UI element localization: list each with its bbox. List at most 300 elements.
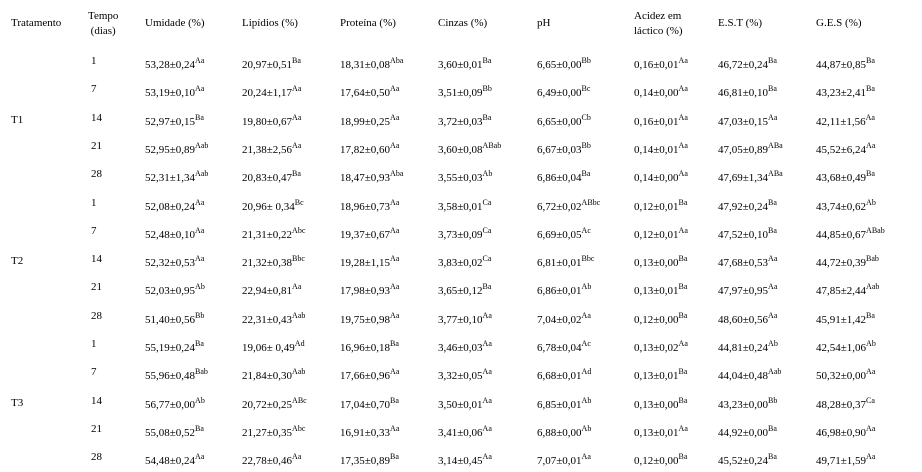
cell-superscript: ABab [482, 140, 502, 150]
cell-value: 3,51±0,09 [438, 87, 483, 100]
cell-value: 3,72±0,03 [438, 115, 483, 128]
cell-superscript: Aa [768, 112, 778, 122]
cell-value: 45,52±6,24 [816, 143, 867, 156]
table-cell [340, 171, 403, 185]
cell-superscript: Aa [390, 282, 400, 292]
cell-superscript: Ba [292, 56, 301, 65]
cell-value: 0,16±0,01 [634, 59, 679, 71]
cell-value: 3,41±0,06 [438, 426, 483, 439]
treatment-label: T1 [11, 113, 24, 126]
cell-superscript: Aa [195, 452, 205, 462]
cell-superscript: Aab [195, 169, 209, 179]
cell-superscript: Ba [195, 112, 204, 122]
table-cell [718, 197, 777, 214]
table-cell [242, 395, 307, 412]
cell-superscript: Ba [678, 452, 688, 462]
cell-value: 6,65±0,00 [537, 115, 582, 128]
table-cell [816, 140, 876, 157]
header-umidade: Umidade (%) [145, 17, 205, 29]
cell-value: 21,31±0,22 [242, 228, 293, 241]
cell-value: 51,40±0,56 [145, 313, 196, 326]
cell-value: 45,91±1,42 [816, 313, 867, 326]
cell-value: 18,31±0,08 [340, 59, 391, 71]
day-cell: 21 [91, 281, 102, 294]
table-cell [537, 225, 591, 242]
table-cell [718, 284, 777, 298]
cell-value: 56,77±0,00 [145, 398, 196, 411]
cell-value: 0,14±0,01 [634, 143, 679, 156]
cell-value: 46,72±0,24 [718, 59, 769, 71]
cell-value: 3,55±0,03 [438, 172, 483, 185]
table-cell [340, 86, 399, 100]
cell-value: 18,99±0,25 [340, 115, 391, 128]
cell-value: 54,48±0,24 [145, 455, 196, 468]
cell-superscript: Ab [195, 282, 205, 292]
cell-superscript: Ac [581, 225, 591, 235]
cell-superscript: Ab [195, 395, 205, 405]
table-cell [816, 423, 876, 440]
cell-superscript: Ba [390, 452, 399, 462]
cell-value: 6,68±0,01 [537, 370, 582, 383]
cell-superscript: Ba [768, 56, 777, 65]
cell-value: 6,67±0,03 [537, 143, 582, 156]
table-cell [438, 256, 491, 270]
cell-value: 17,04±0,70 [340, 398, 391, 411]
cell-value: 6,72±0,02 [537, 200, 582, 213]
table-cell [634, 454, 687, 468]
cell-superscript: Ab [866, 339, 876, 348]
table-cell [242, 112, 302, 129]
cell-value: 0,12±0,01 [634, 200, 679, 213]
cell-value: 53,28±0,24 [145, 59, 196, 71]
table-cell [242, 310, 306, 327]
cell-value: 55,96±0,48 [145, 370, 196, 383]
cell-superscript: Ba [768, 452, 777, 462]
cell-superscript: Aa [390, 112, 400, 122]
cell-value: 3,77±0,10 [438, 313, 483, 326]
cell-superscript: Aa [195, 56, 205, 65]
table-cell [340, 284, 399, 298]
cell-superscript: Ba [678, 254, 688, 264]
table-cell [242, 256, 305, 270]
table-cell [242, 58, 301, 72]
header-tratamento: Tratamento [11, 17, 62, 29]
cell-value: 7,04±0,02 [537, 313, 582, 326]
cell-value: 6,86±0,04 [537, 172, 582, 185]
cell-value: 47,05±0,89 [718, 143, 769, 156]
cell-superscript: Ab [581, 395, 592, 405]
cell-superscript: Aab [195, 140, 209, 150]
cell-value: 6,69±0,05 [537, 228, 582, 241]
cell-value: 6,78±0,04 [537, 342, 582, 354]
table-cell [718, 58, 777, 72]
cell-superscript: Ab [866, 197, 876, 207]
table-cell [537, 58, 591, 72]
table-cell [537, 112, 591, 129]
table-cell [242, 86, 301, 100]
cell-value: 21,27±0,35 [242, 426, 293, 439]
table-cell [242, 140, 302, 157]
cell-superscript: Aa [390, 423, 400, 433]
cell-value: 44,72±0,39 [816, 257, 867, 270]
cell-value: 47,69±1,34 [718, 172, 769, 185]
cell-value: 21,84±0,30 [242, 370, 293, 383]
cell-superscript: Ba [678, 367, 688, 377]
cell-superscript: Bb [581, 56, 591, 65]
cell-superscript: Abc [292, 225, 306, 235]
table-cell [145, 86, 204, 100]
table-cell [438, 197, 492, 214]
cell-value: 6,85±0,01 [537, 398, 582, 411]
table-cell [634, 395, 688, 412]
cell-superscript: Bbc [581, 254, 595, 264]
cell-value: 0,14±0,00 [634, 172, 679, 185]
cell-superscript: Aa [678, 225, 688, 235]
cell-superscript: Aa [768, 310, 778, 320]
cell-value: 47,03±0,15 [718, 115, 769, 128]
cell-superscript: Ba [768, 225, 777, 235]
cell-superscript: ABa [768, 169, 783, 179]
table-cell [242, 284, 301, 298]
table-cell [438, 310, 492, 327]
cell-superscript: Aa [482, 367, 492, 377]
cell-superscript: Aa [866, 423, 876, 433]
cell-superscript: Ba [581, 169, 591, 179]
table-cell [340, 310, 400, 327]
table-cell [537, 256, 594, 270]
cell-value: 22,78±0,46 [242, 455, 293, 468]
cell-superscript: Ba [678, 395, 688, 405]
cell-superscript: ABbc [581, 197, 601, 207]
table-cell [145, 284, 205, 298]
cell-value: 0,12±0,00 [634, 313, 679, 326]
cell-superscript: Ba [195, 339, 204, 348]
day-cell: 21 [91, 422, 102, 435]
cell-superscript: Ca [482, 254, 492, 264]
cell-superscript: Ba [768, 84, 777, 94]
table-cell [145, 58, 204, 72]
day-cell: 14 [91, 253, 102, 266]
table-cell [242, 369, 305, 383]
cell-superscript: Aa [678, 56, 688, 65]
table-cell [537, 454, 591, 468]
cell-superscript: Aab [292, 367, 306, 377]
cell-superscript: ABc [292, 395, 307, 405]
cell-value: 52,32±0,53 [145, 257, 196, 270]
table-cell [438, 423, 492, 440]
header-tempo: Tempo (dias) [88, 10, 119, 37]
cell-value: 0,13±0,02 [634, 342, 679, 354]
cell-superscript: Aa [865, 112, 875, 122]
cell-value: 3,60±0,08 [438, 143, 483, 156]
cell-superscript: Bbc [292, 254, 305, 264]
cell-value: 17,35±0,89 [340, 455, 391, 468]
day-cell: 14 [91, 111, 102, 124]
cell-superscript: Bc [294, 197, 304, 207]
cell-superscript: Ca [482, 225, 492, 235]
cell-value: 44,87±0,85 [816, 59, 867, 71]
table-cell [537, 423, 592, 440]
cell-value: 19,06± 0,49 [242, 342, 295, 354]
cell-superscript: Ba [678, 197, 688, 207]
cell-value: 6,49±0,00 [537, 87, 582, 100]
cell-value: 19,28±1,15 [340, 257, 391, 270]
cell-superscript: Ba [768, 197, 777, 207]
cell-value: 52,48±0,10 [145, 228, 196, 241]
cell-value: 3,14±0,45 [438, 455, 483, 468]
cell-value: 46,98±0,90 [816, 426, 867, 439]
cell-superscript: Aab [768, 367, 782, 377]
cell-superscript: Aa [292, 452, 302, 462]
table-cell [634, 341, 688, 355]
cell-superscript: Bb [768, 395, 778, 405]
table-cell [718, 112, 778, 129]
table-cell [634, 369, 687, 383]
table-cell [438, 341, 492, 355]
table-cell [816, 171, 875, 185]
cell-superscript: Ba [678, 310, 688, 320]
cell-value: 3,73±0,09 [438, 228, 483, 241]
cell-superscript: Aa [292, 140, 302, 150]
cell-value: 52,31±1,34 [145, 172, 196, 185]
table-cell [340, 58, 403, 72]
cell-value: 20,96± 0,34 [242, 200, 295, 213]
table-cell [537, 310, 591, 327]
cell-value: 20,83±0,47 [242, 172, 293, 185]
day-cell: 1 [91, 338, 97, 350]
table-cell [718, 86, 777, 100]
cell-value: 17,64±0,50 [340, 87, 391, 100]
table-cell [816, 256, 879, 270]
cell-value: 0,16±0,01 [634, 115, 679, 128]
cell-superscript: Ba [866, 56, 875, 65]
cell-value: 46,81±0,10 [718, 87, 769, 100]
table-cell [438, 86, 492, 100]
cell-value: 0,12±0,01 [634, 228, 679, 241]
table-cell [242, 341, 305, 355]
table-cell [145, 171, 208, 185]
cell-superscript: Aa [292, 84, 302, 94]
cell-superscript: Aa [768, 282, 778, 292]
cell-value: 44,92±0,00 [718, 426, 769, 439]
cell-value: 16,91±0,33 [340, 426, 391, 439]
table-cell [718, 423, 777, 440]
table-cell [718, 454, 777, 468]
cell-superscript: Ac [581, 339, 591, 348]
table-cell [340, 140, 400, 157]
cell-value: 20,97±0,51 [242, 59, 293, 71]
cell-value: 0,13±0,00 [634, 398, 679, 411]
table-cell [537, 369, 591, 383]
table-cell [718, 369, 781, 383]
cell-value: 20,24±1,17 [242, 87, 293, 100]
cell-superscript: Aa [390, 197, 400, 207]
table-cell [145, 225, 205, 242]
cell-superscript: Abc [292, 423, 306, 433]
table-cell [816, 454, 875, 468]
table-cell [816, 395, 875, 412]
cell-value: 47,92±0,24 [718, 200, 769, 213]
cell-superscript: Aab [292, 310, 306, 320]
table-cell [816, 284, 879, 298]
table-cell [242, 454, 301, 468]
cell-superscript: Ba [390, 339, 399, 348]
cell-superscript: Aa [195, 84, 205, 94]
table-cell [145, 310, 205, 327]
cell-value: 49,71±1,59 [816, 455, 867, 468]
table-cell [438, 140, 502, 157]
cell-value: 55,19±0,24 [145, 342, 196, 354]
table-cell [537, 197, 601, 214]
table-cell [145, 395, 205, 412]
table-cell [340, 454, 399, 468]
table-cell [438, 171, 492, 185]
day-cell: 28 [91, 168, 102, 181]
day-cell: 1 [91, 55, 97, 67]
cell-value: 50,32±0,00 [816, 370, 867, 383]
header-est: E.S.T (%) [718, 17, 763, 29]
table-cell [816, 310, 875, 327]
day-cell: 28 [91, 451, 102, 464]
cell-value: 3,32±0,05 [438, 370, 483, 383]
cell-superscript: Ca [866, 395, 875, 405]
table-cell [438, 369, 492, 383]
cell-superscript: Aa [390, 84, 400, 94]
cell-superscript: Aa [292, 112, 302, 122]
cell-superscript: Aa [678, 112, 688, 122]
cell-superscript: Ba [292, 169, 301, 179]
table-cell [145, 197, 205, 214]
table-cell [438, 58, 491, 72]
table-cell [816, 197, 876, 214]
table-cell [634, 256, 687, 270]
table-cell [634, 140, 688, 157]
table-cell [537, 395, 592, 412]
cell-value: 0,13±0,00 [634, 257, 679, 270]
table-cell [242, 171, 301, 185]
cell-superscript: Aa [390, 310, 400, 320]
cell-value: 21,32±0,38 [242, 257, 293, 270]
cell-superscript: Aa [678, 423, 688, 433]
day-cell: 21 [91, 139, 102, 152]
cell-superscript: Aa [581, 310, 591, 320]
treatment-label: T3 [11, 396, 24, 409]
cell-value: 48,60±0,56 [718, 313, 769, 326]
cell-value: 16,96±0,18 [340, 342, 391, 354]
day-cell: 28 [91, 309, 102, 322]
cell-superscript: Ba [390, 395, 399, 405]
table-cell [634, 86, 688, 100]
cell-superscript: Aa [390, 367, 400, 377]
cell-value: 43,68±0,49 [816, 172, 867, 185]
table-cell [537, 284, 591, 298]
cell-value: 6,88±0,00 [537, 426, 582, 439]
cell-value: 3,46±0,03 [438, 342, 483, 354]
cell-superscript: Aa [866, 367, 876, 377]
table-cell [816, 225, 885, 242]
cell-superscript: Aa [195, 254, 205, 264]
cell-superscript: Cb [581, 112, 591, 122]
cell-superscript: Ba [678, 282, 688, 292]
table-cell [438, 112, 492, 129]
cell-superscript: Bb [482, 84, 492, 94]
table-cell [145, 369, 208, 383]
cell-value: 19,80±0,67 [242, 115, 293, 128]
cell-superscript: Bb [195, 310, 205, 320]
cell-value: 3,65±0,12 [438, 285, 483, 298]
table-cell [634, 197, 688, 214]
cell-superscript: Aa [678, 169, 688, 179]
table-cell [634, 284, 687, 298]
cell-value: 21,38±2,56 [242, 143, 293, 156]
cell-value: 42,54±1,06 [816, 342, 867, 354]
table-cell [340, 369, 399, 383]
table-cell [634, 112, 688, 129]
table-cell [145, 423, 204, 440]
cell-superscript: Aa [678, 140, 688, 150]
cell-superscript: Bab [195, 367, 208, 377]
cell-value: 6,65±0,00 [537, 59, 582, 71]
table-cell [634, 58, 688, 72]
cell-superscript: Aa [866, 140, 876, 150]
cell-value: 47,68±0,53 [718, 257, 769, 270]
cell-value: 44,04±0,48 [718, 370, 769, 383]
cell-superscript: Ba [482, 282, 492, 292]
header-proteina: Proteína (%) [340, 17, 396, 29]
table-cell [634, 310, 688, 327]
cell-superscript: Aa [581, 452, 591, 462]
table-cell [816, 341, 876, 355]
cell-superscript: Aa [390, 140, 400, 150]
cell-value: 44,85±0,67 [816, 228, 867, 241]
cell-value: 6,81±0,01 [537, 257, 582, 270]
cell-value: 3,58±0,01 [438, 200, 483, 213]
cell-value: 7,07±0,01 [537, 455, 582, 468]
cell-superscript: Aa [292, 282, 302, 292]
cell-superscript: Aab [866, 282, 880, 292]
cell-value: 0,14±0,00 [634, 87, 679, 100]
header-ph: pH [537, 17, 551, 29]
table-cell [242, 225, 306, 242]
table-cell [145, 454, 204, 468]
cell-value: 55,08±0,52 [145, 426, 196, 439]
table-cell [242, 423, 306, 440]
cell-value: 0,12±0,00 [634, 455, 679, 468]
table-cell [340, 112, 400, 129]
cell-value: 19,75±0,98 [340, 313, 391, 326]
cell-value: 22,31±0,43 [242, 313, 293, 326]
cell-superscript: Ba [482, 56, 492, 65]
cell-value: 43,23±0,00 [718, 398, 769, 411]
cell-value: 3,83±0,02 [438, 257, 483, 270]
table-cell [438, 284, 491, 298]
cell-value: 45,52±0,24 [718, 455, 769, 468]
header-cinzas: Cinzas (%) [438, 17, 488, 29]
cell-superscript: Ba [768, 423, 777, 433]
table-cell [242, 197, 304, 214]
cell-superscript: Aa [678, 339, 688, 348]
table-cell [145, 256, 204, 270]
cell-superscript: Aba [390, 169, 404, 179]
table-cell [537, 140, 591, 157]
cell-value: 43,23±2,41 [816, 87, 867, 100]
cell-superscript: Ab [581, 282, 592, 292]
cell-value: 22,94±0,81 [242, 285, 293, 298]
cell-superscript: Ab [482, 169, 493, 179]
cell-value: 44,81±0,24 [718, 342, 769, 354]
cell-value: 47,52±0,10 [718, 228, 769, 241]
cell-superscript: Ad [581, 367, 592, 377]
